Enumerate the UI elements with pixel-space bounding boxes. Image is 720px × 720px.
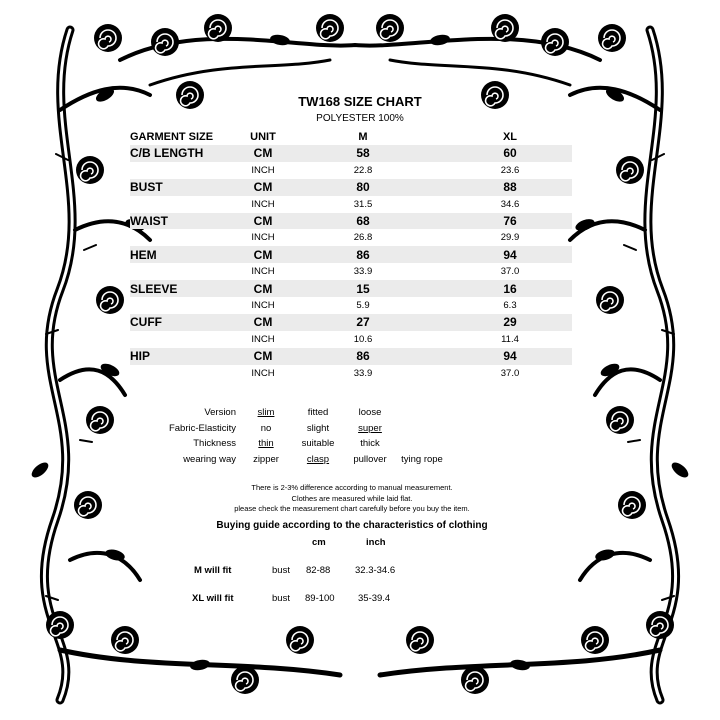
attribute-option: fitted bbox=[307, 407, 329, 419]
attribute-row bbox=[160, 421, 448, 437]
size-table bbox=[130, 128, 572, 381]
attribute-option: loose bbox=[358, 407, 382, 419]
value-m-inch: 31.5 bbox=[353, 198, 373, 210]
attribute-row bbox=[160, 452, 448, 468]
empty-cell bbox=[130, 196, 248, 213]
rose-icon bbox=[204, 14, 232, 42]
measurement-label: CUFF bbox=[130, 314, 248, 331]
attribute-option: thin bbox=[258, 438, 274, 450]
rose-icon bbox=[86, 406, 114, 434]
measurement-row-inch bbox=[130, 162, 572, 179]
attribute-row bbox=[160, 436, 448, 452]
rose-icon bbox=[598, 24, 626, 52]
attribute-option: slight bbox=[306, 422, 330, 434]
fit-part-m: bust bbox=[272, 565, 290, 576]
rose-icon bbox=[646, 611, 674, 639]
unit-cell: INCH bbox=[251, 164, 275, 176]
measurement-row-cm bbox=[130, 179, 572, 196]
value-xl-inch: 34.6 bbox=[500, 198, 520, 210]
unit-cell: CM bbox=[248, 213, 278, 230]
fit-part-xl: bust bbox=[272, 593, 290, 604]
measurement-row-inch bbox=[130, 229, 572, 246]
size-table-body bbox=[130, 145, 572, 381]
value-xl-inch: 29.9 bbox=[500, 232, 520, 244]
unit-cell: INCH bbox=[251, 232, 275, 244]
attribute-option: tying rope bbox=[401, 453, 443, 465]
value-m-cm: 68 bbox=[278, 213, 448, 230]
measurement-notes bbox=[0, 483, 704, 515]
empty-cell bbox=[130, 263, 248, 280]
attribute-label: wearing way bbox=[183, 453, 236, 465]
rose-icon bbox=[461, 666, 489, 694]
header-garment-size: GARMENT SIZE bbox=[130, 130, 214, 143]
value-m-inch: 33.9 bbox=[353, 266, 373, 278]
measurement-row-cm bbox=[130, 348, 572, 365]
note-line: please check the measurement chart carefully before you buy the item. bbox=[234, 504, 470, 513]
guide-cm-header: cm bbox=[312, 537, 326, 548]
value-xl-inch: 6.3 bbox=[503, 299, 517, 311]
value-m-inch: 5.9 bbox=[356, 299, 370, 311]
value-xl-inch: 37.0 bbox=[500, 266, 520, 278]
unit-cell: INCH bbox=[251, 198, 275, 210]
value-m-inch: 22.8 bbox=[353, 164, 373, 176]
header-m: M bbox=[358, 130, 368, 143]
attribute-label: Thickness bbox=[193, 438, 236, 450]
chart-subtitle: POLYESTER 100% bbox=[316, 113, 404, 124]
value-xl-cm: 88 bbox=[448, 179, 572, 196]
value-xl-cm: 60 bbox=[448, 145, 572, 162]
attribute-option: clasp bbox=[306, 453, 330, 465]
empty-cell bbox=[130, 162, 248, 179]
unit-cell: INCH bbox=[251, 299, 275, 311]
fit-inch-m: 32.3-34.6 bbox=[355, 565, 396, 576]
measurement-row-inch bbox=[130, 365, 572, 382]
value-xl-cm: 76 bbox=[448, 213, 572, 230]
attributes-table bbox=[160, 405, 448, 467]
unit-cell: CM bbox=[248, 179, 278, 196]
attribute-option: no bbox=[260, 422, 272, 434]
rose-icon bbox=[491, 14, 519, 42]
measurement-label: HIP bbox=[130, 348, 248, 365]
empty-cell bbox=[130, 331, 248, 348]
rose-icon bbox=[606, 406, 634, 434]
unit-cell: CM bbox=[248, 145, 278, 162]
rose-icon bbox=[406, 626, 434, 654]
header-unit: UNIT bbox=[250, 130, 276, 143]
value-m-cm: 80 bbox=[278, 179, 448, 196]
measurement-label: SLEEVE bbox=[130, 280, 248, 297]
unit-cell: CM bbox=[248, 246, 278, 263]
measurement-row-inch bbox=[130, 331, 572, 348]
rose-icon bbox=[76, 156, 104, 184]
value-xl-cm: 94 bbox=[448, 246, 572, 263]
value-m-cm: 15 bbox=[278, 280, 448, 297]
measurement-label: BUST bbox=[130, 179, 248, 196]
value-xl-inch: 11.4 bbox=[501, 333, 519, 345]
measurement-label: WAIST bbox=[130, 213, 248, 230]
measurement-row-cm bbox=[130, 213, 572, 230]
unit-cell: INCH bbox=[251, 367, 275, 379]
unit-cell: CM bbox=[248, 348, 278, 365]
value-m-cm: 58 bbox=[278, 145, 448, 162]
rose-icon bbox=[94, 24, 122, 52]
value-xl-cm: 29 bbox=[448, 314, 572, 331]
rose-icon bbox=[231, 666, 259, 694]
fit-label-m: M will fit bbox=[194, 565, 232, 576]
value-m-inch: 33.9 bbox=[353, 367, 373, 379]
rose-icon bbox=[376, 14, 404, 42]
fit-label-xl: XL will fit bbox=[192, 593, 234, 604]
value-m-cm: 86 bbox=[278, 246, 448, 263]
value-m-cm: 27 bbox=[278, 314, 448, 331]
measurement-row-inch bbox=[130, 297, 572, 314]
attribute-option: slim bbox=[257, 407, 275, 419]
attribute-option: super bbox=[358, 422, 382, 434]
value-xl-cm: 16 bbox=[448, 280, 572, 297]
empty-cell bbox=[130, 297, 248, 314]
value-xl-inch: 23.6 bbox=[500, 164, 520, 176]
measurement-row-cm bbox=[130, 145, 572, 162]
attribute-option: suitable bbox=[301, 438, 335, 450]
attributes-body bbox=[160, 405, 448, 467]
rose-icon bbox=[596, 286, 624, 314]
buying-guide-title: Buying guide according to the characteristics of clothing bbox=[216, 520, 488, 531]
chart-title: TW168 SIZE CHART bbox=[298, 94, 422, 109]
unit-cell: INCH bbox=[251, 266, 275, 278]
value-xl-cm: 94 bbox=[448, 348, 572, 365]
empty-cell bbox=[130, 365, 248, 382]
fit-cm-xl: 89-100 bbox=[305, 593, 335, 604]
unit-cell: INCH bbox=[251, 333, 275, 345]
measurement-label: HEM bbox=[130, 246, 248, 263]
note-line: There is 2-3% difference according to manual measurement. bbox=[251, 483, 453, 492]
unit-cell: CM bbox=[248, 314, 278, 331]
measurement-row-inch bbox=[130, 196, 572, 213]
unit-cell: CM bbox=[248, 280, 278, 297]
attribute-label: Fabric-Elasticity bbox=[168, 422, 236, 434]
note-line: Clothes are measured while laid flat. bbox=[291, 493, 413, 503]
fit-inch-xl: 35-39.4 bbox=[358, 593, 391, 604]
table-header-row bbox=[130, 128, 572, 145]
measurement-row-cm bbox=[130, 246, 572, 263]
attribute-row bbox=[160, 405, 448, 421]
measurement-label: C/B LENGTH bbox=[130, 145, 248, 162]
fit-cm-m: 82-88 bbox=[306, 565, 331, 576]
rose-icon bbox=[96, 286, 124, 314]
value-xl-inch: 37.0 bbox=[500, 367, 520, 379]
attribute-label: Version bbox=[204, 407, 236, 419]
rose-icon bbox=[541, 28, 569, 56]
value-m-cm: 86 bbox=[278, 348, 448, 365]
rose-icon bbox=[316, 14, 344, 42]
measurement-row-cm bbox=[130, 314, 572, 331]
attribute-option: zipper bbox=[253, 453, 279, 465]
rose-icon bbox=[616, 156, 644, 184]
value-m-inch: 10.6 bbox=[353, 333, 373, 345]
rose-icon bbox=[46, 611, 74, 639]
rose-icon bbox=[151, 28, 179, 56]
guide-inch-header: inch bbox=[366, 537, 386, 548]
measurement-row-inch bbox=[130, 263, 572, 280]
empty-cell bbox=[130, 229, 248, 246]
measurement-row-cm bbox=[130, 280, 572, 297]
rose-icon bbox=[286, 626, 314, 654]
header-xl: XL bbox=[502, 130, 518, 143]
attribute-option: pullover bbox=[353, 453, 387, 465]
rose-icon bbox=[581, 626, 609, 654]
rose-icon bbox=[111, 626, 139, 654]
value-m-inch: 26.8 bbox=[353, 232, 373, 244]
attribute-option: thick bbox=[360, 438, 380, 450]
